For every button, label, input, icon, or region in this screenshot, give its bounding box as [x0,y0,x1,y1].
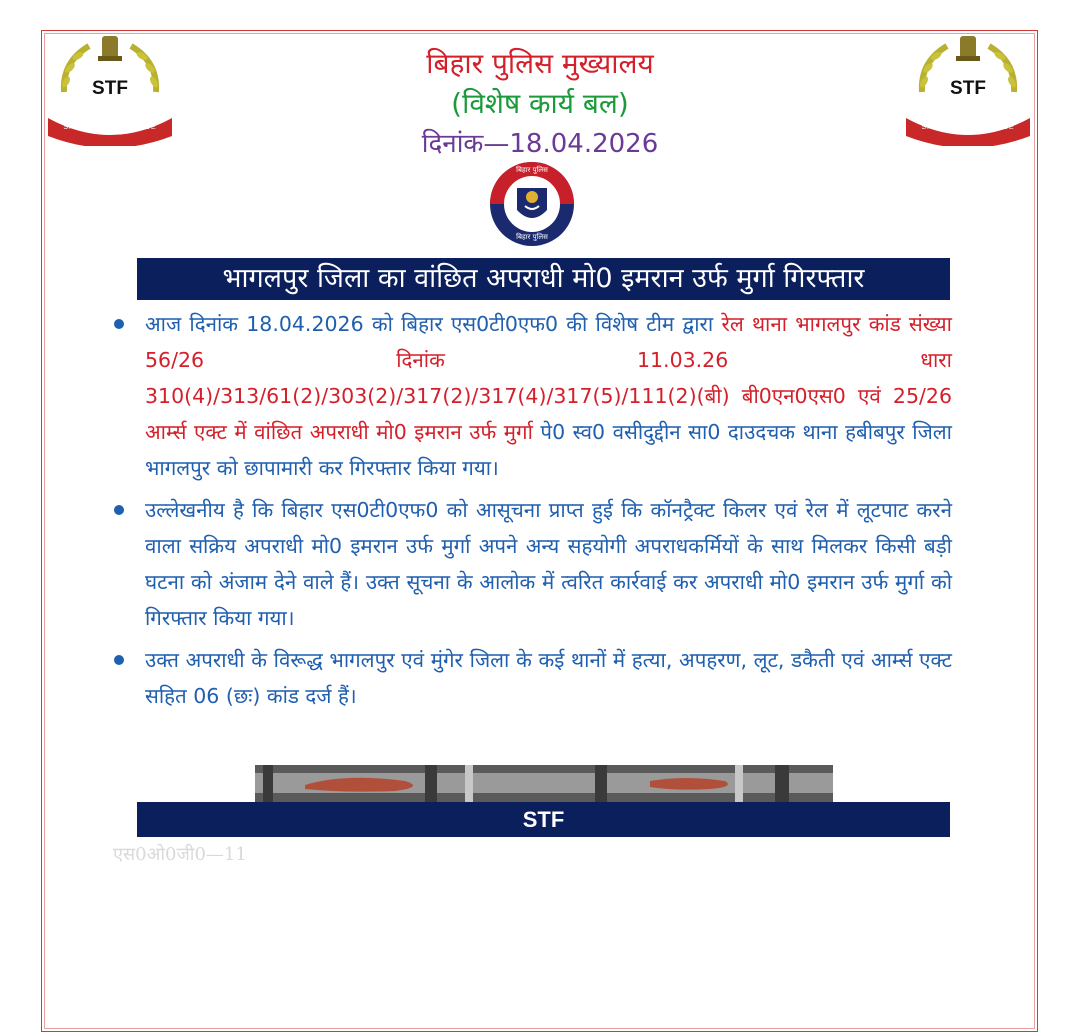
stf-emblem-left-band: SPECIAL TASK FORCE [63,124,157,131]
list-item [112,642,952,714]
bullet-list [112,306,952,720]
bullet-dot-icon [114,319,124,329]
bullet-dot-icon [114,505,124,515]
header-date: दिनांक—18.04.2026 [421,129,659,159]
arrest-photo [255,765,833,802]
bullet-text-2: उल्लेखनीय है कि बिहार एस0टी0एफ0 को आसूचना प्राप्त हुई कि कॉनट्रैक्ट किलर एवं रेल में लूटपाट करने वाला सक्रिय अपराधी मो0 इमरान उर्फ मुर्गा अपने अन्य सहयोगी अपराधकर्मियों के साथ मिलकर किसी बड़ी घटना को अंजाम देने वाले हैं। उक्त सूचना के आलोक में त्वरित कार्रवाई कर अपराधी मो0 इमरान उर्फ मुर्गा को गिरफ्तार किया गया। [145,498,952,630]
bullet-1-outro: पे0 स्व0 वसीदुद्दीन सा0 दाउदचक थाना हबीबपुर जिला भागलपुर को छापामारी कर गिरफ्तार किया गया। [145,420,952,480]
headline-bar: भागलपुर जिला का वांछित अपराधी मो0 इमरान उर्फ मुर्गा गिरफ्तार [137,258,950,300]
stf-emblem-left-label: STF [92,78,128,99]
stf-emblem-right-label: STF [950,78,986,99]
police-logo-bottom-text: बिहार पुलिस [516,233,548,241]
watermark-text: एस0ओ0जी0—11 [113,844,247,865]
list-item [112,492,952,636]
stf-emblem-right-band: SPECIAL TASK FORCE [921,124,1015,131]
bihar-police-logo [487,160,577,248]
header-subtitle: (विशेष कार्य बल) [451,87,629,120]
bullet-1-intro: आज दिनांक 18.04.2026 को बिहार एस0टी0एफ0 की विशेष टीम द्वारा [145,312,722,336]
stf-emblem-left [44,32,176,146]
header-title: बिहार पुलिस मुख्यालय [426,47,654,80]
bullet-1-case-details: रेल थाना भागलपुर कांड संख्या 56/26 दिनांक 11.03.26 धारा 310(4)/313/61(2)/303(2)/317(2)/317(4)/317(5)/111(2)(बी) बी0एन0एस0 एवं 25/26 आर्म्स एक्ट में वांछित अपराधी मो0 इमरान उर्फ मुर्गा [145,312,952,444]
bullet-text-1 [145,306,952,486]
stf-emblem-right [902,32,1034,146]
list-item [112,306,952,486]
police-logo-top-text: बिहार पुलिस [516,166,548,174]
arrest-photo-icon [255,765,833,802]
bullet-text-3: उक्त अपराधी के विरूद्ध भागलपुर एवं मुंगेर जिला के कई थानों में हत्या, अपहरण, लूट, डकैती एवं आर्म्स एक्ट सहित 06 (छः) कांड दर्ज हैं। [145,648,952,708]
footer-stf-bar: STF [137,802,950,837]
bullet-dot-icon [114,655,124,665]
